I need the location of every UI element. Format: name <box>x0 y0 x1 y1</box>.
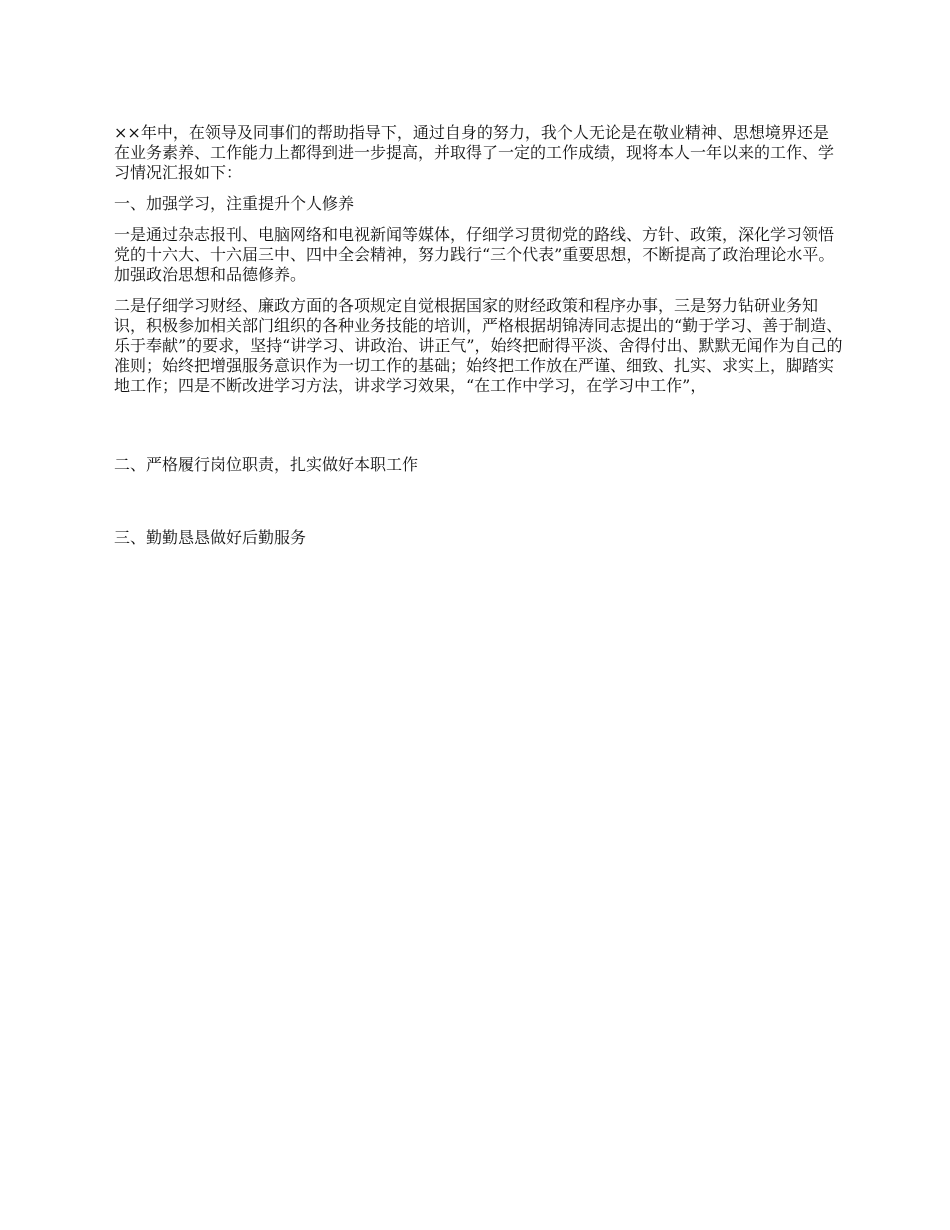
spacer <box>114 407 844 455</box>
section-2-heading: 二、严格履行岗位职责，扎实做好本职工作 <box>114 455 419 474</box>
section-1-paragraph-1: 一是通过杂志报刊、电脑网络和电视新闻等媒体，仔细学习贯彻党的路线、方针、政策，深化学习领悟党的十六大、十六届三中、四中全会精神，努力践行“三个代表”重要思想，不断提高了政治理论水平。加强政治思想和品德修养。 <box>114 225 835 284</box>
section-1-paragraph-2: 二是仔细学习财经、廉政方面的各项规定自觉根据国家的财经政策和程序办事，三是努力钻研业务知识，积极参加相关部门组织的各种业务技能的培训，严格根据胡锦涛同志提出的“勤于学习、善于制造、乐于奉献”的要求，坚持“讲学习、讲政治、讲正气”，始终把耐得平淡、舍得付出、默默无闻作为自己的准则；始终把增强服务意识作为一切工作的基础；始终把工作放在严谨、细致、扎实、求实上，脚踏实地工作；四是不断改进学习方法，讲求学习效果，“在工作中学习，在学习中工作”， <box>114 296 843 395</box>
section-3-heading: 三、勤勤恳恳做好后勤服务 <box>114 528 307 547</box>
spacer <box>114 486 844 528</box>
document-body <box>114 123 844 559</box>
intro-paragraph: ××年中，在领导及同事们的帮助指导下，通过自身的努力，我个人无论是在敬业精神、思想境界还是在业务素养、工作能力上都得到进一步提高，并取得了一定的工作成绩，现将本人一年以来的工作、学习情况汇报如下： <box>114 123 835 182</box>
section-1-heading: 一、加强学习，注重提升个人修养 <box>114 194 355 213</box>
